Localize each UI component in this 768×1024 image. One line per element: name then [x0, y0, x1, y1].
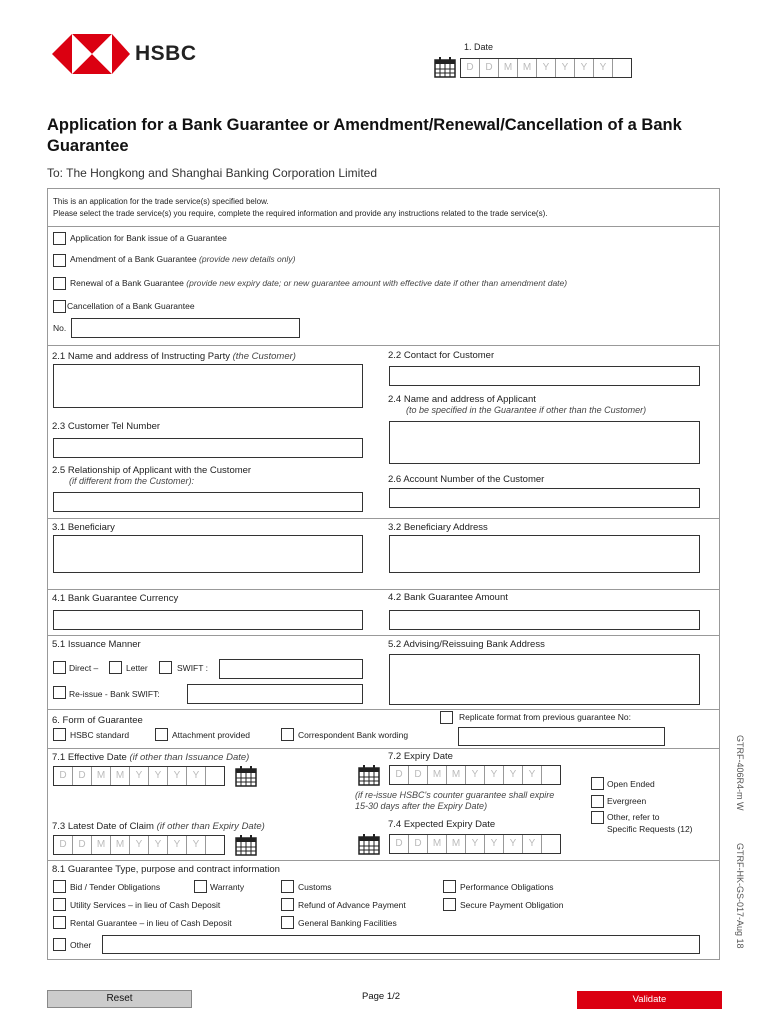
- expiry-calendar-icon[interactable]: [358, 764, 380, 786]
- correspondent-label: Correspondent Bank wording: [298, 730, 409, 740]
- effective-date-input[interactable]: D D M M Y Y Y Y: [53, 766, 225, 786]
- side-code-a: GTRF-406R4-m W: [735, 735, 745, 811]
- intro-line-2: Please select the trade service(s) you require, complete the required information and provide any instructions related to the trade service(s).: [53, 209, 548, 218]
- latest-claim-calendar-icon[interactable]: [235, 834, 257, 856]
- customs-checkbox[interactable]: [281, 880, 294, 893]
- renewal-checkbox[interactable]: [53, 277, 66, 290]
- account-input[interactable]: [389, 488, 700, 508]
- secure-checkbox[interactable]: [443, 898, 456, 911]
- letter-label: Letter: [126, 663, 148, 673]
- replicate-checkbox[interactable]: [440, 711, 453, 724]
- cancellation-label: Cancellation of a Bank Guarantee: [67, 301, 195, 311]
- evergreen-label: Evergreen: [607, 796, 647, 806]
- effective-calendar-icon[interactable]: [235, 765, 257, 787]
- swift-checkbox[interactable]: [159, 661, 172, 674]
- label-8-1: 8.1 Guarantee Type, purpose and contract information: [52, 864, 280, 875]
- refund-label: Refund of Advance Payment: [298, 900, 406, 910]
- replicate-input[interactable]: [458, 727, 665, 746]
- open-ended-label: Open Ended: [607, 779, 655, 789]
- label-5-1: 5.1 Issuance Manner: [52, 639, 141, 650]
- hsbc-hexagon-icon: [52, 34, 130, 74]
- direct-label: Direct –: [69, 663, 99, 673]
- hsbc-standard-label: HSBC standard: [70, 730, 130, 740]
- performance-label: Performance Obligations: [460, 882, 554, 892]
- issue-label: Application for Bank issue of a Guarantee: [70, 233, 227, 243]
- other-expiry-label-2: Specific Requests (12): [607, 824, 693, 834]
- side-code-b: GTRF-HK-GS-017-Aug 18: [735, 843, 745, 949]
- open-ended-checkbox[interactable]: [591, 777, 604, 790]
- replicate-label: Replicate format from previous guarantee No:: [459, 712, 631, 722]
- rental-label: Rental Guarantee – in lieu of Cash Deposit: [70, 918, 232, 928]
- bid-checkbox[interactable]: [53, 880, 66, 893]
- label-4-2: 4.2 Bank Guarantee Amount: [388, 592, 508, 603]
- currency-input[interactable]: [53, 610, 363, 630]
- rental-checkbox[interactable]: [53, 916, 66, 929]
- bid-label: Bid / Tender Obligations: [70, 882, 161, 892]
- secure-label: Secure Payment Obligation: [460, 900, 564, 910]
- other-type-label: Other: [70, 940, 92, 950]
- label-2-5-note: (if different from the Customer):: [69, 476, 195, 486]
- expected-expiry-date-input[interactable]: D D M M Y Y Y Y: [389, 834, 561, 854]
- utility-checkbox[interactable]: [53, 898, 66, 911]
- other-expiry-checkbox[interactable]: [591, 811, 604, 824]
- utility-label: Utility Services – in lieu of Cash Deposit: [70, 900, 221, 910]
- reissue-swift-input[interactable]: [187, 684, 363, 704]
- correspondent-checkbox[interactable]: [281, 728, 294, 741]
- direct-checkbox[interactable]: [53, 661, 66, 674]
- calendar-icon[interactable]: [434, 56, 456, 78]
- performance-checkbox[interactable]: [443, 880, 456, 893]
- attachment-checkbox[interactable]: [155, 728, 168, 741]
- amount-input[interactable]: [389, 610, 700, 630]
- label-7-1: 7.1 Effective Date (if other than Issuance Date): [52, 752, 250, 763]
- relationship-input[interactable]: [53, 492, 363, 512]
- amendment-checkbox[interactable]: [53, 254, 66, 267]
- date-label: 1. Date: [464, 42, 494, 52]
- no-label: No.: [53, 323, 67, 333]
- hsbc-standard-checkbox[interactable]: [53, 728, 66, 741]
- refund-checkbox[interactable]: [281, 898, 294, 911]
- beneficiary-address-input[interactable]: [389, 535, 700, 573]
- label-6: 6. Form of Guarantee: [52, 715, 143, 726]
- label-2-2: 2.2 Contact for Customer: [388, 350, 495, 361]
- other-type-input[interactable]: [102, 935, 700, 954]
- customs-label: Customs: [298, 882, 332, 892]
- advising-bank-input[interactable]: [389, 654, 700, 705]
- label-7-4: 7.4 Expected Expiry Date: [388, 819, 496, 830]
- cancellation-checkbox[interactable]: [53, 300, 66, 313]
- letter-checkbox[interactable]: [109, 661, 122, 674]
- label-2-4-note: (to be specified in the Guarantee if other than the Customer): [406, 405, 647, 415]
- label-4-1: 4.1 Bank Guarantee Currency: [52, 593, 179, 604]
- label-2-3: 2.3 Customer Tel Number: [52, 421, 161, 432]
- renewal-label: Renewal of a Bank Guarantee (provide new expiry date; or new guarantee amount with effective date if other than amendment date): [70, 278, 568, 288]
- label-2-6: 2.6 Account Number of the Customer: [388, 474, 545, 485]
- brand-name: HSBC: [135, 42, 197, 65]
- expiry-note-1: (if re-issue HSBC's counter guarantee shall expire: [355, 790, 555, 800]
- latest-claim-date-input[interactable]: D D M M Y Y Y Y: [53, 835, 225, 855]
- tel-input[interactable]: [53, 438, 363, 458]
- issue-checkbox[interactable]: [53, 232, 66, 245]
- reissue-label: Re-issue - Bank SWIFT:: [69, 689, 160, 699]
- to-line: To: The Hongkong and Shanghai Banking Corporation Limited: [47, 166, 377, 180]
- page-indicator: Page 1/2: [362, 991, 401, 1002]
- label-2-4: 2.4 Name and address of Applicant: [388, 394, 536, 405]
- reset-button[interactable]: Reset: [47, 990, 192, 1008]
- warranty-checkbox[interactable]: [194, 880, 207, 893]
- swift-label: SWIFT :: [177, 663, 209, 673]
- label-3-1: 3.1 Beneficiary: [52, 522, 115, 533]
- attachment-label: Attachment provided: [172, 730, 250, 740]
- label-7-2: 7.2 Expiry Date: [388, 751, 453, 762]
- label-2-5: 2.5 Relationship of Applicant with the Customer: [52, 465, 252, 476]
- swift-input[interactable]: [219, 659, 363, 679]
- evergreen-checkbox[interactable]: [591, 795, 604, 808]
- intro-line-1: This is an application for the trade service(s) specified below.: [53, 197, 269, 206]
- general-checkbox[interactable]: [281, 916, 294, 929]
- expiry-date-input[interactable]: D D M M Y Y Y Y: [389, 765, 561, 785]
- cancellation-no-input[interactable]: [71, 318, 300, 338]
- label-7-3: 7.3 Latest Date of Claim (if other than Expiry Date): [52, 821, 265, 832]
- label-2-1: 2.1 Name and address of Instructing Party (the Customer): [52, 351, 296, 362]
- expected-expiry-calendar-icon[interactable]: [358, 833, 380, 855]
- other-type-checkbox[interactable]: [53, 938, 66, 951]
- other-expiry-label-1: Other, refer to: [607, 812, 660, 822]
- applicant-input[interactable]: [389, 421, 700, 464]
- hsbc-logo: [52, 34, 130, 79]
- contact-input[interactable]: [389, 366, 700, 386]
- label-3-2: 3.2 Beneficiary Address: [388, 522, 488, 533]
- expiry-note-2: 15-30 days after the Expiry Date): [355, 801, 488, 811]
- warranty-label: Warranty: [210, 882, 245, 892]
- amendment-label: Amendment of a Bank Guarantee (provide new details only): [70, 254, 296, 264]
- validate-button[interactable]: Validate: [577, 991, 722, 1009]
- date-input[interactable]: D D M M Y Y Y Y: [460, 58, 632, 78]
- label-5-2: 5.2 Advising/Reissuing Bank Address: [388, 639, 545, 650]
- page-title: Application for a Bank Guarantee or Amendment/Renewal/Cancellation of a Bank Guarantee: [47, 116, 682, 155]
- general-label: General Banking Facilities: [298, 918, 397, 928]
- instructing-party-input[interactable]: [53, 364, 363, 408]
- reissue-checkbox[interactable]: [53, 686, 66, 699]
- beneficiary-input[interactable]: [53, 535, 363, 573]
